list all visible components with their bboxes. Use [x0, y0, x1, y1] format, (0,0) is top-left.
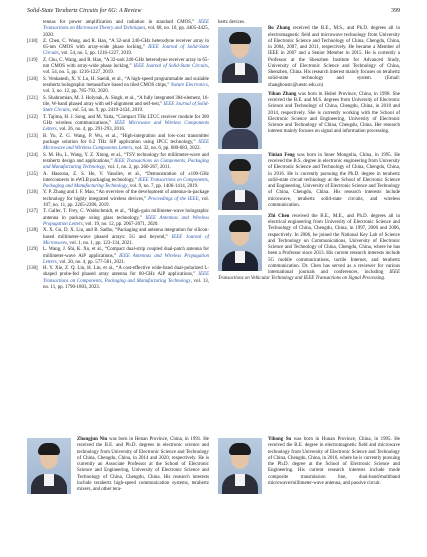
bio-yihong-su: [218, 437, 400, 495]
reference-text: Z. Chen, C. Wang, and R. Han, “A 32-unit 240-GHz heterodyne receiver array in 65-nm CMOS with array-wide phase locking,”: [43, 38, 209, 51]
reference-text: Y. P. Zhang and J. F. Mao, “An overview of the development of antenna-in-package technology for highly integrated wireless devices,”: [43, 190, 209, 202]
reference-item: [27, 39, 209, 58]
reference-venue-link[interactable]: IEEE Antennas and Wireless Propagation Letters: [43, 215, 210, 227]
reference-venue-link[interactable]: IEEE Antennas and Wireless Propagation Letters: [43, 253, 210, 265]
reference-details: , vol. 54, no. 9, pp. 2419-2434, 2019.: [69, 108, 144, 114]
reference-text: T. Tajima, H. J. Song, and M. Yaita, “Compact THz LTCC receiver module for 300 GHz wireless communications,”: [43, 114, 209, 126]
reference-details: , vol. 3, no. 12, pp. 785-793, 2020.: [43, 83, 209, 95]
reference-venue-link[interactable]: Nature Electronics: [170, 83, 208, 89]
reference-details: , vol. 20, no. 4, pp. 577-581, 2021.: [56, 259, 126, 265]
bio-bo-zhang: [218, 26, 400, 89]
bio-text: received the B.E., M.S., and Ph.D. degrees all in electromagnetic field and microwave technology from University of Electronic Science and Technology of China, Chengdu, China, in 2004, 2007, and 2011, respectively. He became a Member of IEEE in 2007 and a Senior Member in 2015. He is currently a Professor at the Shenzhen Institute for Advanced Study, University of Electronic Science and Technology of China, Shenzhen, China. His research interest mainly focuses on terahertz solid-state technology and system.: [268, 26, 400, 82]
reference-item: [27, 172, 209, 191]
author-photo: [218, 93, 262, 149]
reference-text: A. Hassona, Z. S. He, V. Vassilev, et al., “Demonstration of ±100-GHz interconnects in eWLB packaging technology,”: [43, 171, 209, 183]
reference-text: S. M. Hu, L. Wang, Y. Z. Xiong, et al., “TSV technology for millimeter-wave and terahertz design and applications,”: [43, 152, 209, 164]
reference-details: , vol. 54, no. 5, pp. 1216-1227, 2019.: [58, 51, 133, 57]
reference-item: [27, 247, 209, 266]
reference-number: [130]: [27, 266, 38, 272]
references-column: [27, 20, 209, 291]
reference-item: [27, 228, 209, 247]
reference-text: S. Shahramian, M. J. Holyoak, A. Singh, et al., “A fully integrated 384-element, 16-tile, W-band phased array with self-alignment and self-test,”: [43, 95, 209, 107]
bio-text: was born in Hubei Province, China, in 1998. She received the B.E. and M.S. degrees from University of Electronic Science and Technology of China, Chengdu, China, in 2010 and 2014, respectively. She is currently working with the School of Electronic Science and Engineering, University of Electronic Science and Technology of China, Chengdu, China. Her research interest mainly focuses on signal and information processing.: [268, 91, 400, 135]
reference-venue-link[interactable]: Proceedings of the IEEE: [148, 196, 199, 202]
reference-number: [122]: [27, 114, 38, 120]
reference-item: [27, 96, 209, 115]
reference-item: [27, 115, 209, 134]
reference-number: [121]: [27, 95, 38, 101]
bio-zhongjun-niu: [27, 437, 209, 495]
reference-number: [125]: [27, 171, 38, 177]
bio-yihan-zhang: [218, 92, 400, 150]
reference-number: [119]: [27, 57, 38, 63]
reference-item: [27, 153, 209, 172]
bio-venue: IEEE Transactions on Vehicular Technology and IEEE Transactions on Signal Processing: [218, 270, 400, 282]
author-photo: [218, 27, 262, 83]
bio-text: was born in Henan Province, China, in 1991. He received the B.E. and Ph.D. degrees in electronic science and technology from University of Electronic Science and Technology of China, Chengdu, China, in 2014 and 2020, respectively. He is currently an Associate Professor at the School of Electronic Science and Engineering, University of Electronic Science and Technology of China, Chengdu, China. His research interests include terahertz high-speed communication systems, terahertz mixers, and other tera-: [77, 437, 209, 492]
reference-continuation: hertz devices.: [218, 20, 246, 25]
reference-item: [27, 77, 209, 96]
biographies-column: [218, 20, 400, 286]
author-photo: [27, 438, 71, 494]
bio-text: was born in Inner Mongolia, China, in 1995. He received the B.S. degree in electronic engineering from University of Electronic Science and Technology of China, Chengdu, China, in 2016. He is currently pursuing the Ph.D. degree in terahertz solid-state circuit technology at the School of Electronic Science and Engineering, University of Electronic Science and Technology of China, Chengdu, China. His research interests include microwave, terahertz solid-state circuits, and wireless communication.: [268, 152, 401, 208]
reference-number: [118]: [27, 38, 38, 44]
author-name: Bo Zhang: [268, 26, 291, 32]
author-name: Yihan Zhang: [268, 91, 297, 97]
page-number: 399: [391, 8, 400, 14]
reference-venue-link[interactable]: IEEE Transactions on Components, Packaging and Manufacturing Technology: [43, 158, 210, 171]
reference-number: [124]: [27, 152, 38, 158]
author-name: Zhongjun Niu: [77, 437, 108, 442]
reference-number: [123]: [27, 133, 38, 139]
reference-item: [27, 20, 209, 39]
reference-number: [128]: [27, 228, 38, 234]
reference-text: L. Wang, J. Shi, K. Xu, et al., “Compact dual-strip coupled dual-patch antenna for millimeter-wave AiP applications,”: [43, 247, 209, 259]
reference-text: T. Galler, T. Frey, C. Waldschmidt, et al., “High-gain millimeter-wave holographic antenna in package using glass technology,”: [43, 209, 209, 221]
author-name: Yinian Feng: [268, 152, 295, 158]
reference-details: , vol. 68, no. 10, pp. 4405-4425, 2020.: [43, 26, 209, 38]
reference-details: , vol. 9, no. 7, pp. 1406-1414, 2019.: [127, 184, 199, 189]
reference-text: X. X. Gu, D. X. Liu, and B. Sadhu, “Packaging and antenna integration for silicon-based millimeter-wave phased arrays: 5G and beyond,”: [43, 228, 209, 240]
reference-text: S. Venkatesh, X. Y. Lu, H. Saeidi, et al., “A high-speed programmable and scalable terahertz holographic metasurface based on tiled CMOS chips,”: [43, 76, 209, 89]
reference-details: , vol. 54, no. 5, pp. 1216-1227, 2019.: [43, 64, 209, 76]
author-photo: [218, 154, 262, 210]
reference-venue-link[interactable]: IEEE Journal of Solid-State Circuits: [43, 45, 210, 57]
author-photo: [218, 215, 262, 271]
reference-details: , vol. 19, no. 12, pp. 2067-2071, 2020.: [82, 221, 159, 227]
bio-zhi-chen: Zhi Chen received the B.E., M.E., and Ph.D. degrees all in electrical engineering from University of Electronic Science and Technology of China, Chengdu, China, in 1997, 2000 and 2006, respectively. In 2006, he joined the National Key Lab of Science and Technology on Communications, University of Electronic Science and Technology of China, Chengdu, China, where he has been a Professor since 2013. His current research interests include 5G mobile communications, tactile Internet, and terahertz communication. Dr. Chen has served as a reviewer for various international journals and conferences, including IEEE Transactions on Vehicular Technology and IEEE Transactions on Signal Processing.: [218, 213, 400, 282]
reference-text: tennas for power amplification and radiation in standard CMOS,”: [43, 20, 199, 25]
reference-venue-link[interactable]: IEEE Journal of Solid-State Circuits: [133, 64, 208, 70]
reference-number: [126]: [27, 190, 38, 196]
author-name: Zhi Chen: [268, 213, 290, 219]
reference-details: , vol. 107, no. 11, pp. 2265-2280, 2019.: [43, 196, 210, 208]
reference-item: [27, 58, 209, 77]
running-title: Solid-State Terahertz Circuits for 6G: A Review: [27, 8, 142, 14]
author-photo: [218, 438, 262, 494]
reference-venue-link[interactable]: IEEE Transactions on Components, Packaging and Manufacturing Technology: [43, 177, 209, 189]
reference-details: , vol. 32, no. 6, pp. 680-683, 2022.: [132, 146, 201, 152]
reference-text: Z. Chu, C. Wang, and R. Han, “A 32-unit 240-GHz heterodyne receiver array in 65-nm CMOS with array-wide phase locking,”: [43, 57, 209, 70]
reference-details: , vol. 13, no. 11, pp. 1790-1803, 2023.: [43, 278, 209, 290]
reference-number: [127]: [27, 209, 38, 215]
author-email[interactable]: (Email: zhangboustc@uestc.edu.cn): [268, 76, 400, 88]
bio-text: received the B.E., M.E., and Ph.D. degrees all in electrical engineering from University of Electronic Science and Technology of China, Chengdu, China, in 1997, 2000 and 2006, respectively. In 2006, he joined the National Key Lab of Science and Technology on Communications, University of Electronic Science and Technology of China, Chengdu, China, where he has been a Professor since 2013. His current research interests include 5G mobile communications, tactile Internet, and terahertz communication. Dr. Chen has served as a reviewer for various international journals and conferences, including: [268, 213, 400, 276]
reference-item: [27, 134, 209, 153]
reference-item: [27, 266, 209, 291]
reference-number: [120]: [27, 76, 38, 82]
reference-venue-link[interactable]: IEEE Microwave and Wireless Components Letters: [43, 139, 209, 152]
bio-yinian-feng: [218, 153, 400, 211]
reference-venue-link[interactable]: IEEE Transactions on Microwave Theory and Techniques: [43, 20, 209, 32]
reference-details: , vol. 26, no. 4, pp. 291-293, 2016.: [56, 127, 126, 133]
author-name: Yihong Su: [268, 437, 292, 442]
reference-text: H. Y. Xie, Z. Q. Lin, H. Lin, et al., “A cost-effective wide-band dual-polarized L-shaped probe-fed phased array antenna for 60-GHz AiP applications,”: [43, 266, 209, 278]
reference-venue-link[interactable]: IEEE Transactions on Components, Packaging and Manufacturing Technology: [43, 272, 209, 284]
reference-item: [27, 209, 209, 228]
reference-venue-link[interactable]: IEEE Journal of Microwaves: [43, 234, 209, 246]
reference-number: [129]: [27, 247, 38, 253]
reference-item: [27, 190, 209, 209]
reference-details: , vol. 1, no. 1, pp. 123-134, 2021.: [66, 240, 133, 246]
reference-venue-link[interactable]: IEEE Journal of Solid-State Circuits: [43, 102, 210, 114]
reference-details: , vol. 1, no. 2, pp. 260-267, 2011.: [105, 165, 171, 171]
bio-text: was born in Hunan Province, China, in 1995. He received the B.E. degree in electromagnetic field and microwave technology from University of Electronic Science and Technology of China, Chengdu, China, in 2016, where he is currently pursuing the Ph.D. degree at the School of Electronic Science and Engineering. His current research interests include mode composite transmission line, dual-band/multiband microwave/millimeter-wave antenna, and passive circuit.: [268, 437, 400, 486]
reference-text: B. Yu, Z. G. Wang, P. Wu, et al., “High-integration and low-cost transmitter package solution for 0.2 THz SiP application using IPCC technology,”: [43, 133, 209, 145]
page-header: [27, 8, 400, 18]
reference-venue-link[interactable]: IEEE Microwave and Wireless Components Letters: [43, 120, 209, 133]
